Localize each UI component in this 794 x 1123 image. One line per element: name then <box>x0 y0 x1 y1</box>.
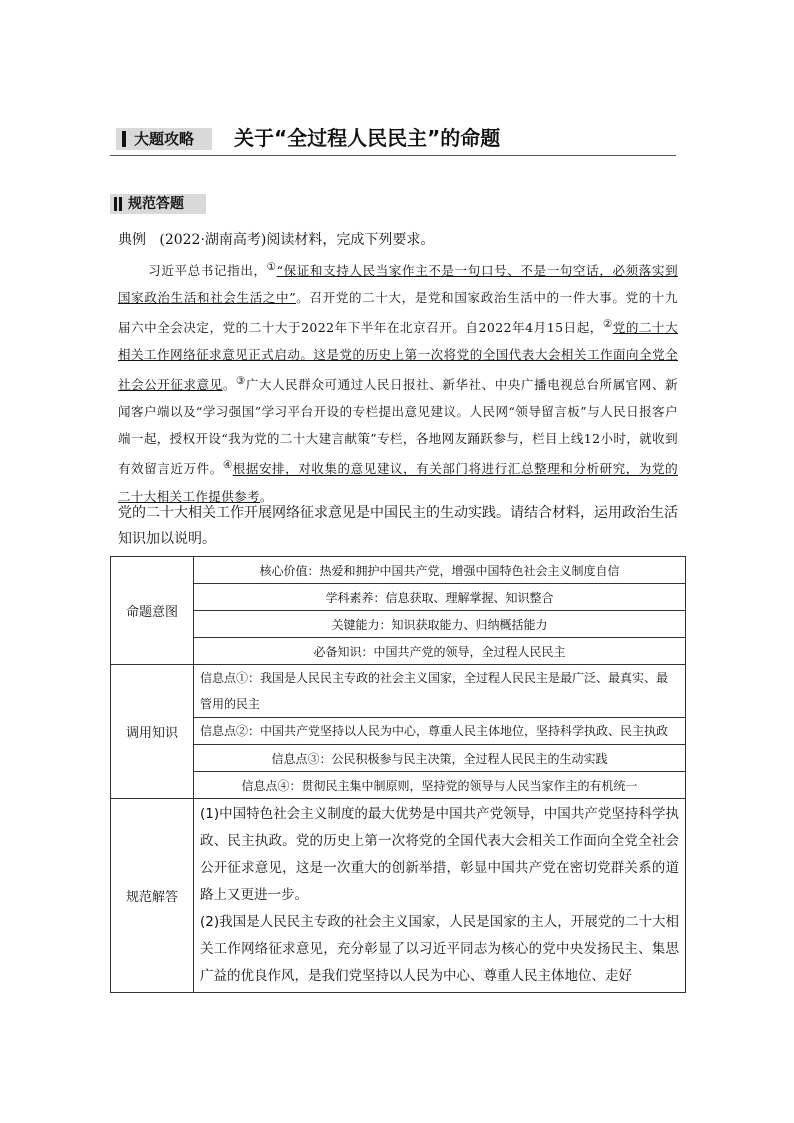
answer-paragraph-1: (1)中国特色社会主义制度的最大优势是中国共产党领导，中国共产党坚持科学执政、民主执政。党的历史上第一次将党的全国代表大会相关工作面向全党全社会公开征求意见，这是一次重大的创新举措，彰显中国共产党在密切党群关系的道路上又更进一步。 <box>200 806 679 903</box>
answer-paragraph-2: (2)我国是人民民主专政的社会主义国家，人民是国家的主人，开展党的二十大相关工作网络征求意见，充分彰显了以习近平同志为核心的党中央发扬民主、集思广益的优良作风，是我们党坚持以人民为中心、尊重人民主体地位、走好 <box>200 914 679 984</box>
material-text: 。召开党的二十大，是党和国家政治生活中的一件大事。党的十九届六中全会决定，党的二十大于2022年下半年在北京召开。自2022年4月15日起， <box>118 290 678 336</box>
example-label: 典例 <box>118 232 146 248</box>
intent-item: 学科素养：信息获取、理解掌握、知识整合 <box>194 584 686 611</box>
example-line <box>118 230 434 250</box>
marker-4: ④ <box>222 459 233 472</box>
table-row <box>111 799 686 993</box>
knowledge-item: 信息点②：中国共产党坚持以人民为中心，尊重人民主体地位，坚持科学执政、民主执政 <box>194 718 686 745</box>
table-row <box>111 584 686 611</box>
table-row <box>111 772 686 799</box>
marker-2: ② <box>602 318 613 331</box>
table-row <box>111 665 686 718</box>
table-row <box>111 557 686 584</box>
page-title: 关于“全过程人民民主”的命题 <box>234 126 501 150</box>
material-text: 。 <box>222 377 236 393</box>
underlined-text-1: “保证和支持人民当家作主不是一句口号、不是一句空话，必须落实到国家政治生活和社会生活之中” <box>118 263 678 306</box>
table-row <box>111 718 686 745</box>
material-text: 。 <box>259 488 273 504</box>
question-text: 党的二十大相关工作开展网络征求意见是中国民主的生动实践。请结合材料，运用政治生活知识加以说明。 <box>118 505 678 547</box>
example-source: (2022·湖南高考)阅读材料，完成下列要求。 <box>159 232 435 248</box>
intent-label: 命题意图 <box>111 557 194 665</box>
section-heading: 规范答题 <box>110 194 206 214</box>
underlined-text-2: 党的二十大相关工作网络征求意见正式启动。这是党的历史上第一次将党的全国代表大会相关工作面向全党全社会公开征求意见 <box>118 320 678 393</box>
marker-3: ③ <box>235 375 246 388</box>
knowledge-item: 信息点④：贯彻民主集中制原则，坚持党的领导与人民当家作主的有机统一 <box>194 772 686 799</box>
table-row <box>111 745 686 772</box>
intent-item: 关键能力：知识获取能力、归纳概括能力 <box>194 611 686 638</box>
title-bar <box>110 124 676 154</box>
marker-1: ① <box>266 261 277 273</box>
knowledge-item: 信息点③：公民积极参与民主决策，全过程人民民主的生动实践 <box>194 745 686 772</box>
section-tag: 大题攻略 <box>116 128 212 150</box>
answer-cell <box>194 799 686 993</box>
intent-item: 必备知识：中国共产党的领导，全过程人民民主 <box>194 638 686 665</box>
knowledge-item: 信息点①：我国是人民民主专政的社会主义国家，全过程人民民主是最广泛、最真实、最管用的民主 <box>194 665 686 718</box>
material-text: 广大人民群众可通过人民日报社、新华社、中央广播电视总台所属官网、新闻客户端以及“学习强国”学习平台开设的专栏提出意见建议。人民网“领导留言板”与人民日报客户端一起，授权开设“我为党的二十大建言献策”专栏，各地网友踊跃参与，栏目上线12小时，就收到有效留言近万件。 <box>118 377 679 477</box>
intent-item: 核心价值：热爱和拥护中国共产党，增强中国特色社会主义制度自信 <box>194 557 686 584</box>
material-paragraph <box>118 254 678 510</box>
knowledge-label: 调用知识 <box>111 665 194 799</box>
material-text: 习近平总书记指出， <box>148 263 267 279</box>
analysis-table <box>110 556 686 993</box>
title-divider <box>110 155 676 156</box>
table-row <box>111 611 686 638</box>
table-row <box>111 638 686 665</box>
answer-label: 规范解答 <box>111 799 194 993</box>
underlined-text-4: 根据安排，对收集的意见建议，有关部门将进行汇总整理和分析研究，为党的二十大相关工作提供参考 <box>118 461 678 504</box>
